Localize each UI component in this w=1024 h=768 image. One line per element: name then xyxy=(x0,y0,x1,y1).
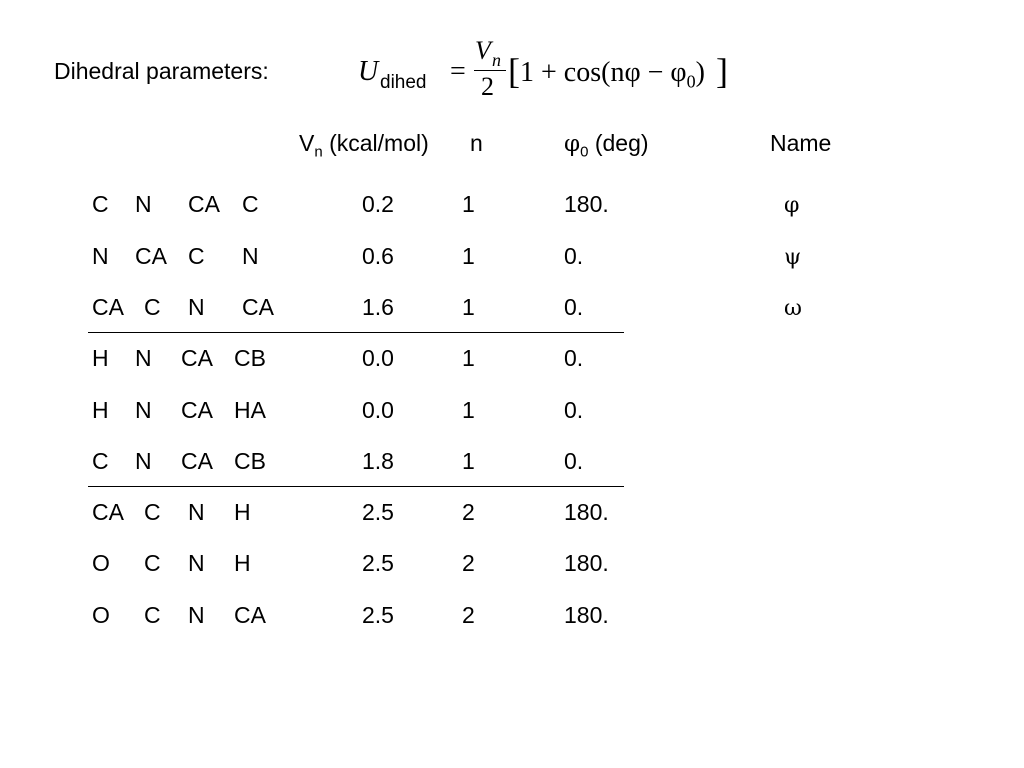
atom-label: O xyxy=(92,550,110,576)
atom-label: C xyxy=(144,499,161,525)
header-name: Name xyxy=(770,130,832,156)
formula-body-main: 1 + cos(nφ − φ xyxy=(520,57,687,88)
atom-label: C xyxy=(188,243,205,269)
header-vn-rest: (kcal/mol) xyxy=(322,130,429,156)
formula-body-subscript: 0 xyxy=(686,71,696,92)
atom-label: CA xyxy=(92,294,124,320)
n-value: 2 xyxy=(462,602,475,628)
vn-value: 2.5 xyxy=(362,550,394,576)
atom-label: N xyxy=(188,499,205,525)
atom-label: C xyxy=(92,448,109,474)
table-row xyxy=(0,602,1024,632)
atom-label: N xyxy=(135,191,152,217)
dihedral-name: ω xyxy=(784,296,802,321)
atom-label: N xyxy=(188,550,205,576)
n-value: 2 xyxy=(462,499,475,525)
atom-label: O xyxy=(92,602,110,628)
phi0-value: 0. xyxy=(564,448,584,474)
header-phi-symbol: φ xyxy=(564,131,581,157)
section-title: Dihedral parameters: xyxy=(54,58,269,84)
atom-label: C xyxy=(92,191,109,217)
atom-label: CB xyxy=(234,448,266,474)
header-vn xyxy=(299,130,429,161)
dihedral-name: φ xyxy=(784,193,800,218)
table-row xyxy=(0,191,1024,221)
atom-label: N xyxy=(242,243,259,269)
atom-label: N xyxy=(188,294,205,320)
formula-denominator: 2 xyxy=(481,72,494,101)
header-vn-subscript: n xyxy=(314,143,323,161)
atom-label: H xyxy=(92,345,109,371)
phi0-value: 180. xyxy=(564,191,609,217)
atom-label: CA xyxy=(181,448,213,474)
phi0-value: 180. xyxy=(564,499,609,525)
formula-body-end: ) xyxy=(695,57,705,88)
n-value: 1 xyxy=(462,345,475,371)
n-value: 1 xyxy=(462,191,475,217)
formula-lhs: U xyxy=(358,56,379,87)
atom-label: CA xyxy=(242,294,274,320)
atom-label: N xyxy=(135,345,152,371)
atom-label: C xyxy=(144,550,161,576)
atom-label: C xyxy=(144,602,161,628)
phi0-value: 180. xyxy=(564,602,609,628)
phi0-value: 0. xyxy=(564,397,584,423)
atom-label: CA xyxy=(181,345,213,371)
atom-label: C xyxy=(242,191,259,217)
atom-label: HA xyxy=(234,397,266,423)
vn-value: 0.2 xyxy=(362,191,394,217)
group-divider xyxy=(88,332,624,333)
atom-label: H xyxy=(234,550,251,576)
formula-numerator: V xyxy=(475,36,491,65)
vn-value: 1.8 xyxy=(362,448,394,474)
header-n: n xyxy=(470,130,483,156)
n-value: 1 xyxy=(462,397,475,423)
phi0-value: 0. xyxy=(564,345,584,371)
dihedral-name: ψ xyxy=(784,245,802,270)
atom-label: CA xyxy=(135,243,167,269)
fraction-bar xyxy=(474,70,506,71)
table-row xyxy=(0,448,1024,478)
atom-label: N xyxy=(135,448,152,474)
formula-bracket-open: [ xyxy=(508,51,520,91)
header-phi-subscript: 0 xyxy=(580,143,589,161)
phi0-value: 0. xyxy=(564,294,584,320)
n-value: 2 xyxy=(462,550,475,576)
header-phi0 xyxy=(564,130,649,161)
n-value: 1 xyxy=(462,243,475,269)
atom-label: CA xyxy=(181,397,213,423)
table-row xyxy=(0,550,1024,580)
atom-label: H xyxy=(92,397,109,423)
phi0-value: 180. xyxy=(564,550,609,576)
table-row xyxy=(0,499,1024,529)
n-value: 1 xyxy=(462,294,475,320)
table-row xyxy=(0,397,1024,427)
atom-label: N xyxy=(135,397,152,423)
table-row xyxy=(0,243,1024,273)
formula-equals: = xyxy=(450,56,466,87)
vn-value: 0.0 xyxy=(362,345,394,371)
atom-label: C xyxy=(144,294,161,320)
atom-label: CA xyxy=(92,499,124,525)
vn-value: 0.0 xyxy=(362,397,394,423)
formula-bracket-close: ] xyxy=(716,51,728,91)
atom-label: N xyxy=(92,243,109,269)
table-row xyxy=(0,345,1024,375)
vn-value: 0.6 xyxy=(362,243,394,269)
vn-value: 1.6 xyxy=(362,294,394,320)
table-row xyxy=(0,294,1024,324)
atom-label: H xyxy=(234,499,251,525)
formula-numerator-subscript: n xyxy=(492,50,501,70)
formula-lhs-subscript: dihed xyxy=(380,72,427,93)
vn-value: 2.5 xyxy=(362,602,394,628)
atom-label: CA xyxy=(234,602,266,628)
header-vn-main: V xyxy=(299,130,315,156)
header-phi-rest: (deg) xyxy=(588,130,649,156)
vn-value: 2.5 xyxy=(362,499,394,525)
n-value: 1 xyxy=(462,448,475,474)
atom-label: N xyxy=(188,602,205,628)
group-divider xyxy=(88,486,624,487)
atom-label: CA xyxy=(188,191,220,217)
phi0-value: 0. xyxy=(564,243,584,269)
formula-body xyxy=(520,57,705,93)
dihedral-formula xyxy=(358,36,738,101)
atom-label: CB xyxy=(234,345,266,371)
